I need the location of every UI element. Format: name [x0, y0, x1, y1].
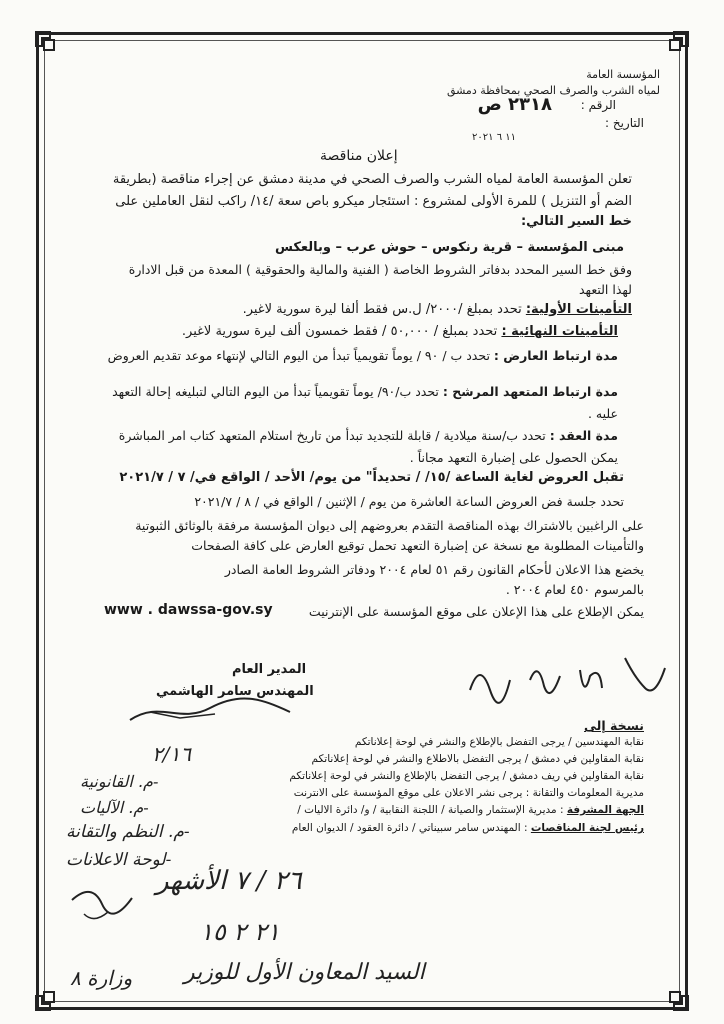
handwritten-note: السيد المعاون الأول للوزير: [184, 960, 425, 985]
contract-duration: [119, 428, 618, 443]
org-name-line2: لمياه الشرب والصرف الصحي بمحافظة دمشق: [446, 84, 660, 97]
bidder-commitment-text: تحدد ب / ٩٠ / يوماً تقويمياً تبدأ من اليوم التالي لإنتهاء موعد تقديم العروض: [107, 348, 490, 363]
ref-label: الرقم :: [580, 98, 616, 112]
website-url[interactable]: www . dawssa-gov.sy: [104, 602, 273, 618]
bidder-commitment: [108, 348, 618, 363]
intro-line2: الضم أو التنزيل ) للمرة الأولى لمشروع : استئجار ميكرو باص سعة /١٤/ راكب لنقل العاملين على: [115, 194, 632, 209]
initial-guarantee: [243, 302, 632, 317]
corner-ornament-icon: [656, 978, 690, 1012]
signatory-title: المدير العام: [232, 662, 307, 677]
intro-line3: خط السير التالي:: [520, 214, 632, 229]
initial-guarantee-text: تحدد بمبلغ /٢٠٠٠/ ل.س فقط ألفا ليرة سورية لاغير.: [242, 302, 522, 317]
contract-duration-text: تحدد ب/سنة ميلادية / قابلة للتجديد تبدأ من تاريخ استلام المتعهد كتاب امر المباشرة: [118, 428, 546, 443]
page-title: إعلان مناقصة: [320, 148, 398, 164]
signatory-name: المهندس سامر الهاشمي: [156, 684, 314, 699]
route-text: مبنى المؤسسة – قرية رنكوس – حوش عرب – وبالعكس: [274, 240, 624, 255]
date-label: التاريخ :: [604, 116, 644, 130]
copies-line5: [297, 804, 644, 816]
handwritten-note: -لوحة الاعلانات: [66, 850, 172, 870]
final-guarantee-text: تحدد بمبلغ / ٥٠,٠٠٠ / فقط خمسون ألف ليرة سورية لاغير.: [181, 324, 498, 339]
copies-line4: مديرية المعلومات والتقانة : يرجى نشر الاعلان على موقع المؤسسة على الانترنت: [293, 787, 644, 799]
committee-signatures-icon: [460, 650, 680, 710]
conditions-line2: لهذا التعهد: [579, 282, 632, 297]
law-line1: يخضع هذا الاعلان لأحكام القانون رقم ٥١ لعام ٢٠٠٤ ودفاتر الشروط العامة الصادر: [224, 562, 644, 577]
copies-line1: نقابة المهندسين / يرجى التفضل بالإطلاع والنشر في لوحة إعلاناتكم: [354, 736, 644, 748]
corner-ornament-icon: [656, 30, 690, 64]
contract-duration-label: مدة العقد :: [549, 428, 618, 443]
initials-signature-icon: [64, 880, 144, 930]
nominee-commitment-line2: عليه .: [587, 406, 618, 421]
corner-ornament-icon: [34, 978, 68, 1012]
copies-line6: [292, 822, 644, 834]
supervisor-label: الجهة المشرفة: [566, 804, 644, 816]
handwritten-note: ٢/١٦: [152, 742, 191, 766]
law-line2: بالمرسوم ٤٥٠ لعام ٢٠٠٤ .: [505, 582, 644, 597]
copies-heading: نسخة إلى: [584, 718, 644, 733]
copies-line3: نقابة المقاولين في ريف دمشق / يرجى التفضل بالإطلاع والنشر في لوحة إعلاناتكم: [289, 770, 644, 782]
nominee-commitment-label: مدة ارتباط المتعهد المرشح :: [442, 384, 618, 399]
supervisor-text: : مديرية الإستثمار والصيانة / اللجنة النقابية / و/ دائرة الاليات /: [297, 804, 564, 816]
handwritten-note: -م. النظم والتقانة: [66, 822, 190, 842]
initial-guarantee-label: التأمينات الأولية:: [525, 302, 632, 317]
handwritten-note: وزارة ٨: [70, 966, 133, 990]
conditions-line1: وفق خط السير المحدد بدفاتر الشروط الخاصة ( الفنية والمالية والحقوقية ) المعدة من قبل الادارة: [128, 262, 632, 277]
ref-value: ٢٣١٨ ص: [477, 94, 552, 115]
opening-session: تحدد جلسة فض العروض الساعة العاشرة من يوم / الإثنين / الواقع في / ٨ / ٢٠٢١/٧: [194, 494, 624, 509]
nominee-commitment: [112, 384, 618, 399]
handwritten-note: ٢١ ٢ ١٥: [200, 918, 280, 946]
committee-head-label: رئيس لجنة المناقصات: [530, 822, 644, 834]
handwritten-note: -م. الآليات: [80, 798, 149, 817]
invite-line2: والتأمينات المطلوبة مع نسخة عن إضبارة التعهد تحمل توقيع العارض على كافة الصفحات: [191, 538, 644, 553]
bidder-commitment-label: مدة ارتباط العارض :: [493, 348, 618, 363]
handwritten-note: ٢٦ / ٧ الأشهر: [156, 866, 302, 896]
director-signature-icon: [120, 690, 300, 730]
final-guarantee-label: التأمينات النهائية :: [501, 324, 618, 339]
handwritten-note: -م. القانونية: [80, 772, 159, 791]
corner-ornament-icon: [34, 30, 68, 64]
file-obtain-note: يمكن الحصول على إضبارة التعهد مجاناً .: [409, 450, 618, 465]
copies-line2: نقابة المقاولين في دمشق / يرجى التفضل بالاطلاع والنشر في لوحة إعلاناتكم: [311, 753, 644, 765]
date-value: ١١ ٦ ٢٠٢١: [472, 132, 516, 143]
intro-line1: تعلن المؤسسة العامة لمياه الشرب والصرف الصحي في مدينة دمشق عن إجراء مناقصة (بطريقة: [112, 172, 632, 187]
final-guarantee: [182, 324, 618, 339]
committee-head-text: : المهندس سامر سبيناتي / دائرة العقود / الديوان العام: [291, 822, 528, 834]
invite-line1: على الراغبين بالاشتراك بهذه المناقصة التقدم بعروضهم إلى ديوان المؤسسة مرفقة بالوثائق الثبوتية: [135, 518, 644, 533]
org-name-line1: المؤسسة العامة: [586, 68, 660, 81]
website-note: يمكن الإطلاع على هذا الإعلان على موقع المؤسسة على الإنترنيت: [308, 604, 644, 619]
submission-deadline: تقبل العروض لغاية الساعة /١٥/ / تحديداً" من يوم/ الأحد / الواقع في/ ٧ / ٢٠٢١/٧: [119, 470, 624, 485]
nominee-commitment-text: تحدد ب/٩٠/ يوماً تقويمياً تبدأ من اليوم التالي لتبليغه إحالة التعهد: [112, 384, 439, 399]
